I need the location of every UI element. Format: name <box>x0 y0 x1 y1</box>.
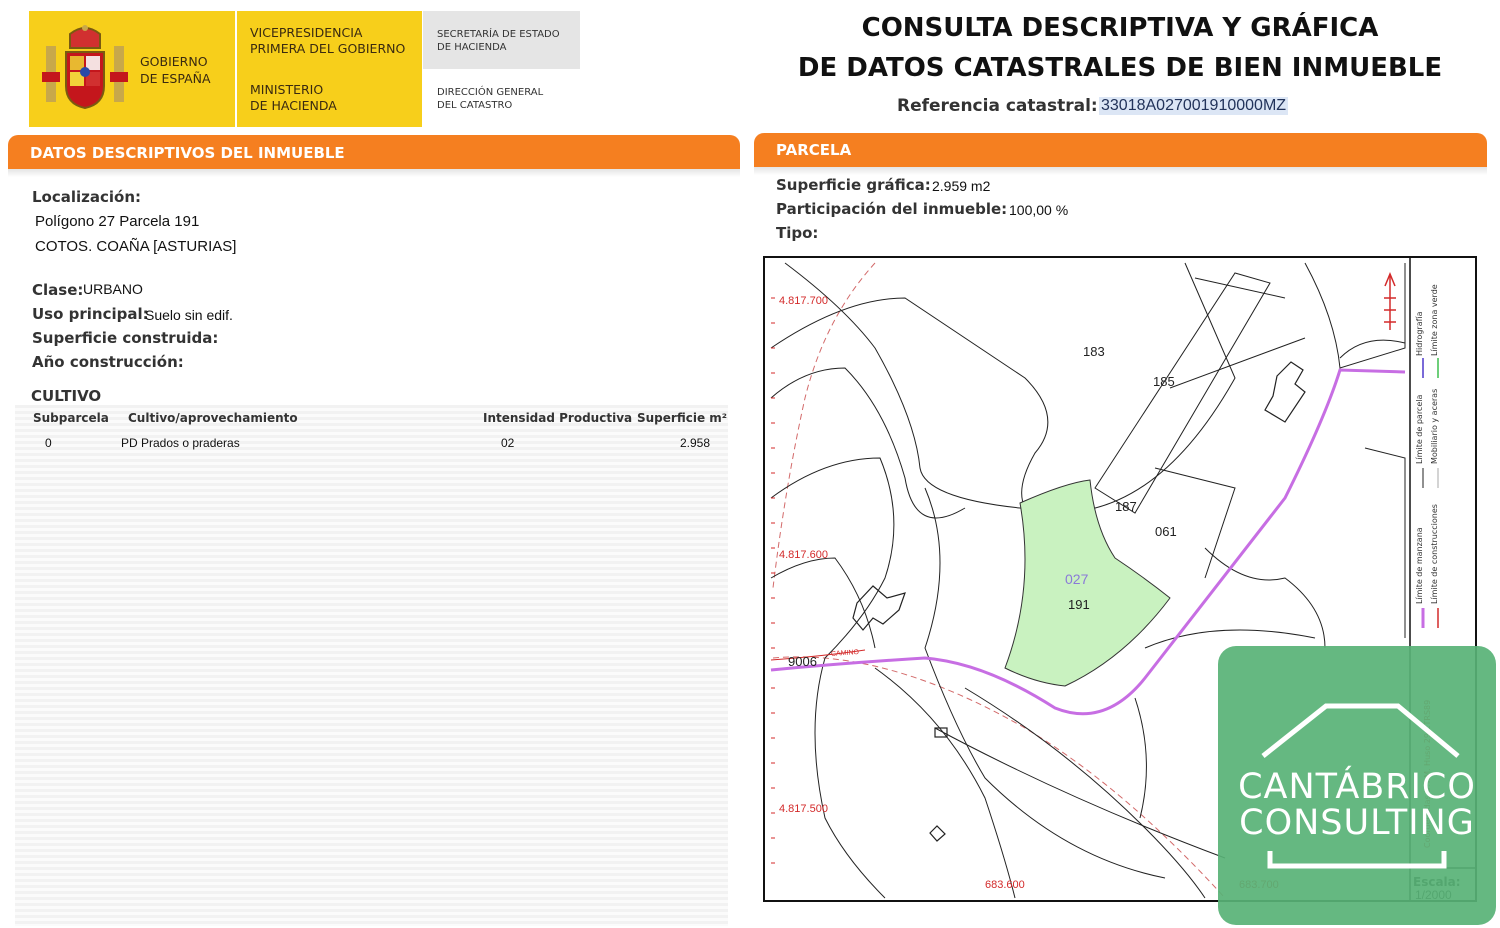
col-superficie: Superficie m² <box>637 411 728 425</box>
clase-label: Clase: <box>32 281 84 299</box>
row0-cultivo: PD Prados o praderas <box>121 436 240 450</box>
vice-line1: VICEPRESIDENCIA <box>250 25 363 40</box>
ministry-line2: DE HACIENDA <box>250 98 337 113</box>
clase-value: URBANO <box>83 281 143 297</box>
parcel-9006: 9006 <box>788 654 817 669</box>
gov-name-line2: DE ESPAÑA <box>140 71 211 86</box>
descriptivos-header <box>8 135 740 169</box>
legend-limite-construcciones: Límite de construcciones <box>1430 504 1439 604</box>
row0-intensidad: 02 <box>501 436 515 450</box>
cultivo-title: CULTIVO <box>31 387 102 405</box>
localizacion-label: Localización: <box>32 188 142 206</box>
col-intensidad: Intensidad Productiva <box>483 411 633 425</box>
directorate-line2: DEL CATASTRO <box>437 100 513 111</box>
parcel-187: 187 <box>1115 499 1137 514</box>
parcel-183: 183 <box>1083 344 1105 359</box>
watermark-line2: CONSULTING <box>1239 803 1475 843</box>
ref-value[interactable]: 33018A027001910000MZ <box>1101 97 1287 114</box>
directorate-line1: DIRECCIÓN GENERAL <box>437 87 544 98</box>
coord-x-683600: 683.600 <box>985 879 1025 891</box>
secretariat-line2: DE HACIENDA <box>437 42 507 53</box>
legend-limite-parcela: Límite de parcela <box>1415 394 1424 464</box>
coord-y-4817700: 4.817.700 <box>779 295 828 307</box>
localizacion-line1: Polígono 27 Parcela 191 <box>35 213 200 230</box>
row0-superficie: 2.958 <box>680 436 711 450</box>
participacion-label: Participación del inmueble: <box>776 200 1008 218</box>
parcel-061: 061 <box>1155 524 1177 539</box>
parcel-185: 185 <box>1153 374 1175 389</box>
watermark-logo <box>1218 646 1496 925</box>
legend-limite-manzana: Límite de manzana <box>1415 527 1424 604</box>
legend-hidrografia: Hidrografía <box>1415 311 1424 356</box>
ministry-line1: MINISTERIO <box>250 82 324 97</box>
descriptivos-shadow <box>8 169 740 177</box>
uso-value: Suelo sin edif. <box>145 307 233 323</box>
row0-subparcela: 0 <box>45 436 52 450</box>
superficie-grafica-label: Superficie gráfica: <box>776 176 931 194</box>
legend-zona-verde: Límite zona verde <box>1430 284 1439 356</box>
parcela-header <box>754 133 1487 167</box>
document-title-line1: CONSULTA DESCRIPTIVA Y GRÁFICA <box>861 13 1379 43</box>
parcel-027: 027 <box>1065 571 1089 587</box>
tipo-label: Tipo: <box>776 224 819 242</box>
descriptivos-title: DATOS DESCRIPTIVOS DEL INMUEBLE <box>30 144 345 162</box>
uso-label: Uso principal: <box>32 305 149 323</box>
parcela-shadow <box>754 167 1487 175</box>
gov-name-line1: GOBIERNO <box>140 54 208 69</box>
document-title-line2: DE DATOS CATASTRALES DE BIEN INMUEBLE <box>797 53 1443 83</box>
parcela-title: PARCELA <box>776 141 852 159</box>
participacion-value: 100,00 % <box>1009 202 1069 218</box>
anio-construccion-label: Año construcción: <box>32 353 184 371</box>
watermark-line1: CANTÁBRICO <box>1238 767 1476 807</box>
coat-of-arms-icon <box>40 22 130 114</box>
ref-label: Referencia catastral: <box>897 96 1098 116</box>
vice-line2: PRIMERA DEL GOBIERNO <box>250 41 406 56</box>
parcel-191: 191 <box>1068 597 1090 612</box>
superficie-grafica-value: 2.959 m2 <box>932 178 991 194</box>
superficie-construida-label: Superficie construida: <box>32 329 219 347</box>
coord-y-4817500: 4.817.500 <box>779 803 828 815</box>
secretariat-line1: SECRETARÍA DE ESTADO <box>437 29 560 40</box>
coord-y-4817600: 4.817.600 <box>779 549 828 561</box>
localizacion-line2: COTOS. COAÑA [ASTURIAS] <box>35 238 237 255</box>
col-subparcela: Subparcela <box>33 411 109 425</box>
col-cultivo: Cultivo/aprovechamiento <box>128 411 298 425</box>
legend-mobiliario: Mobiliario y aceras <box>1430 388 1439 464</box>
road-label: CAMINO <box>830 649 860 658</box>
cultivo-table <box>15 405 728 926</box>
